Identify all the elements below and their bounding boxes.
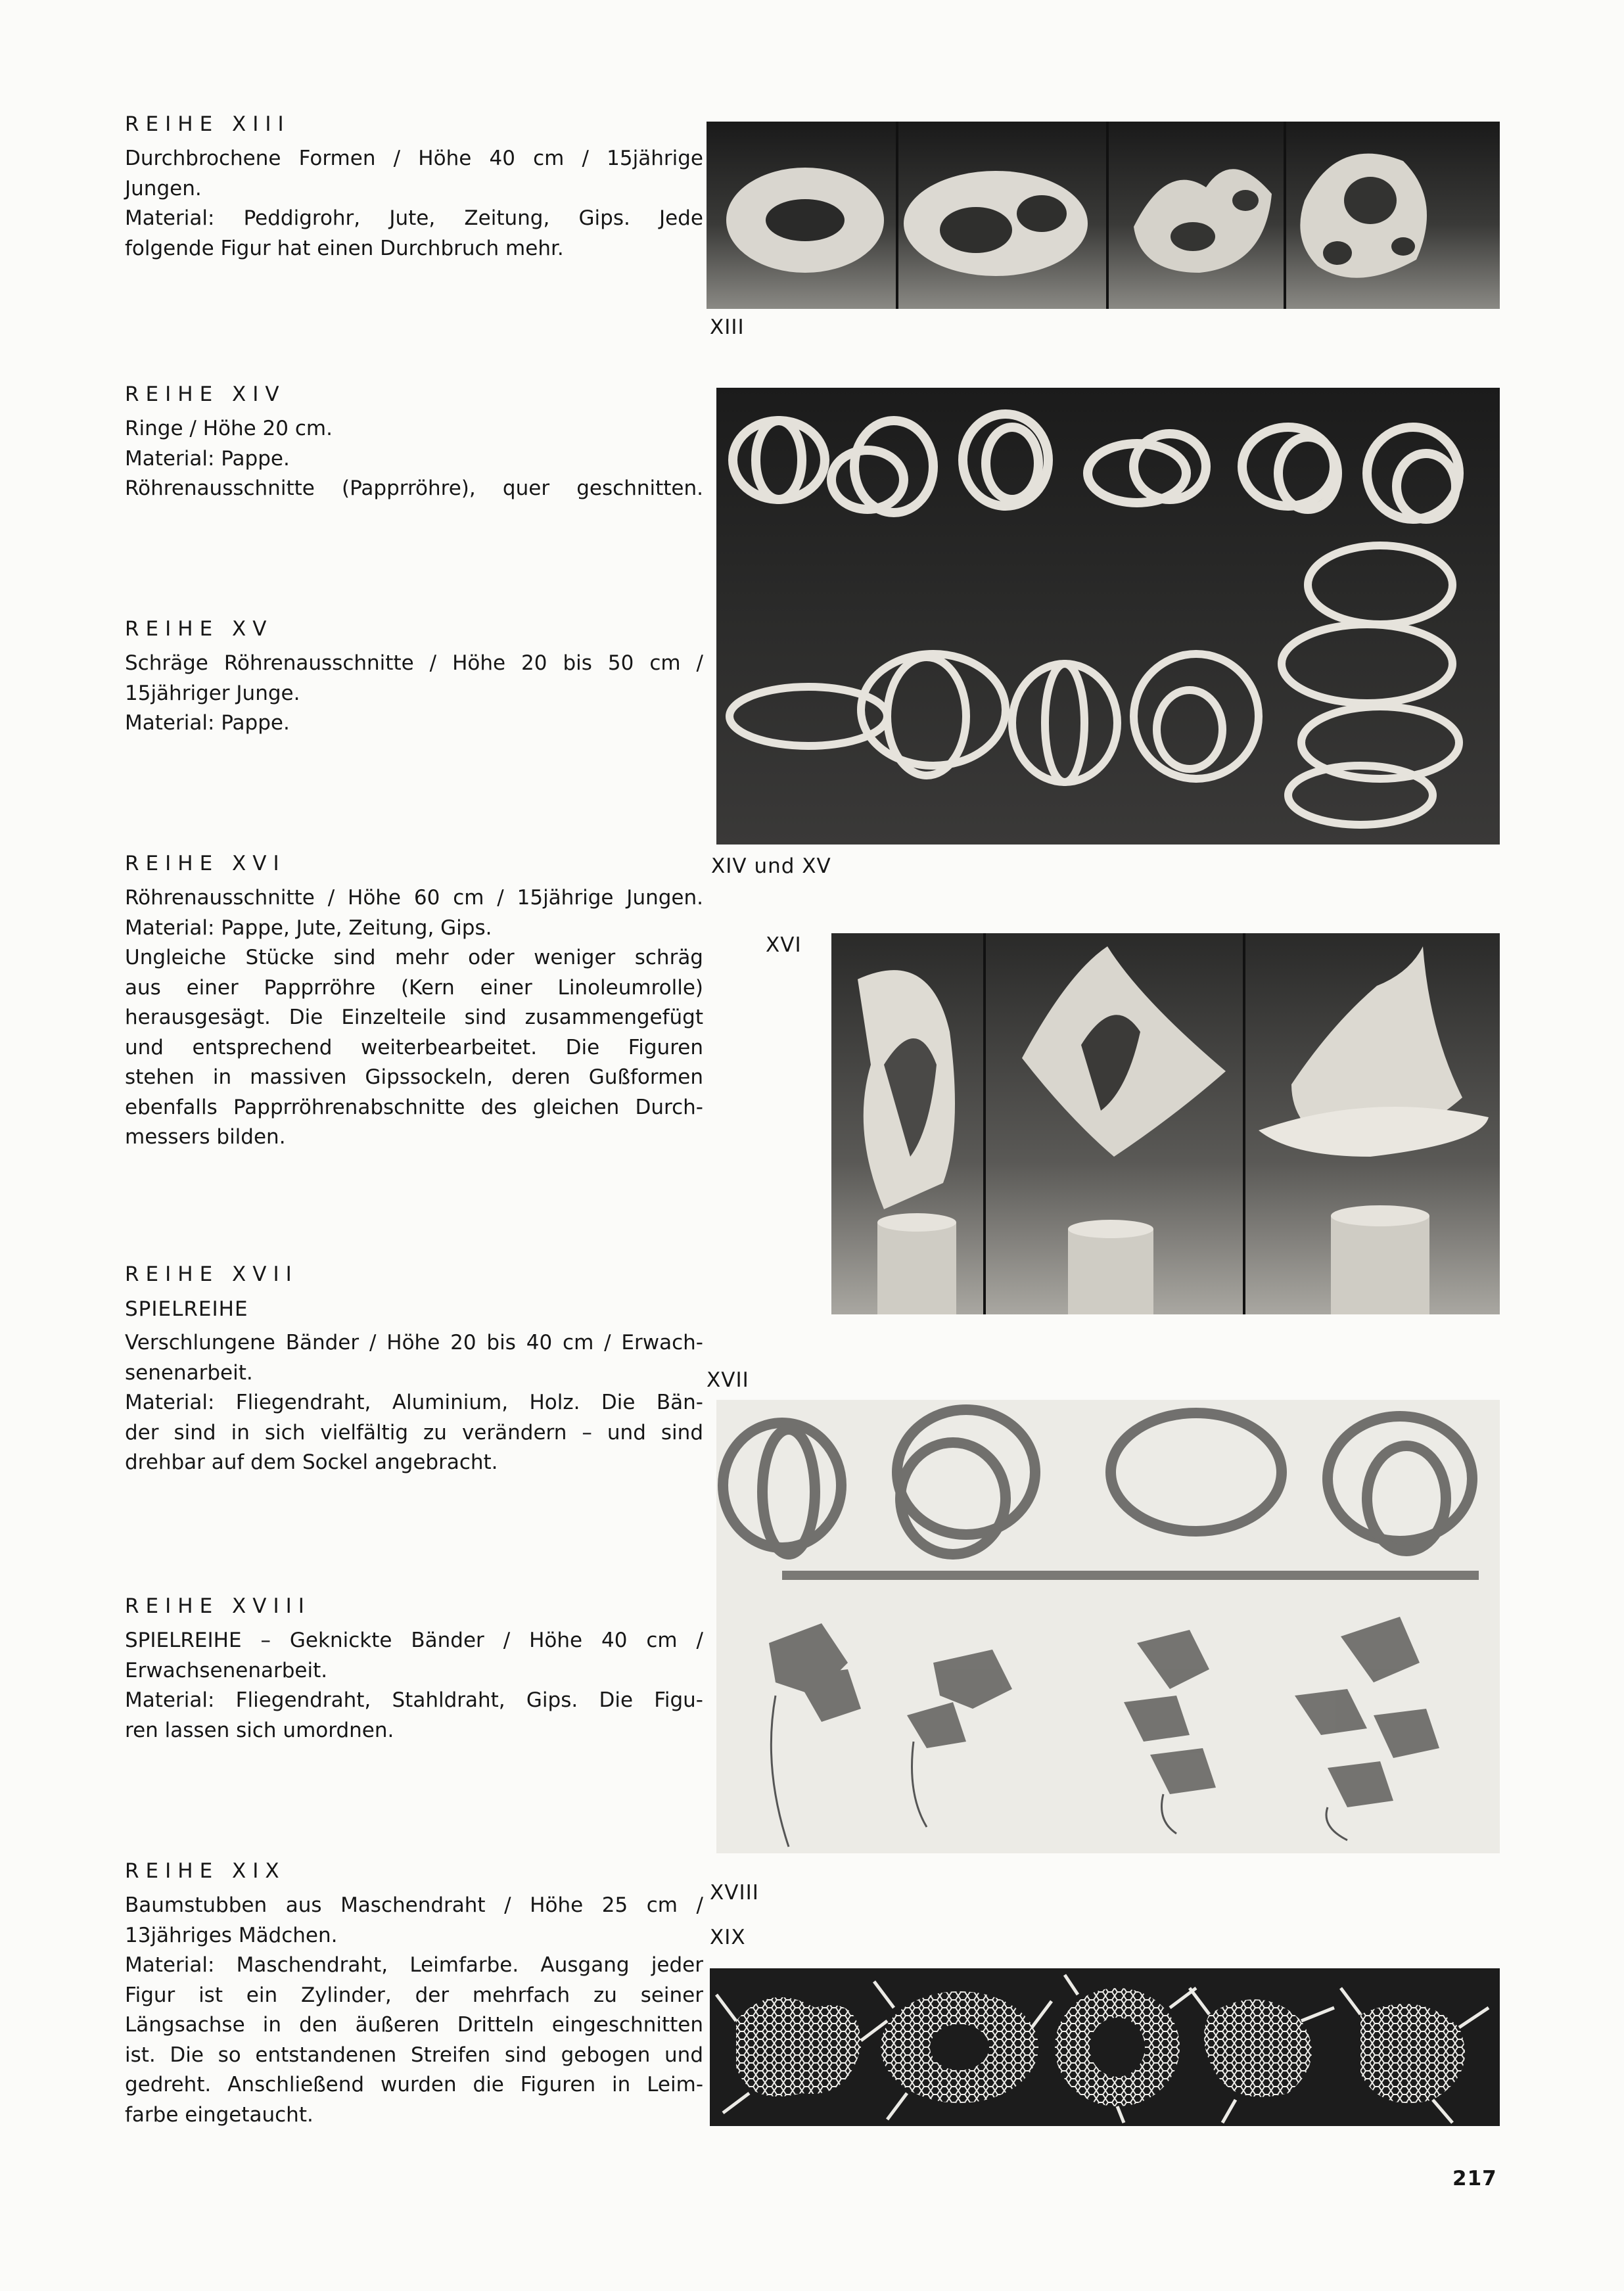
text-line: 13jähriges Mädchen. [125, 1923, 338, 1947]
text-line: herausgesägt. Die Einzelteile sind zusammengefügt [125, 1006, 703, 1029]
text-line: Baumstubben aus Maschendraht / Höhe 25 cm / [125, 1893, 703, 1917]
text-line: Ringe / Höhe 20 cm. [125, 417, 333, 440]
section-heading: REIHE XVII [125, 1262, 298, 1286]
section-heading: REIHE XIX [125, 1859, 286, 1883]
photo-reihe-xvi-graphic [831, 933, 1500, 1314]
photo-reihe-xix [710, 1968, 1500, 2126]
page-number: 217 [1452, 2167, 1497, 2190]
caption-xiv-und-xv: XIV und XV [711, 854, 831, 878]
caption-xvii: XVII [707, 1368, 749, 1392]
text-line: Material: Fliegendraht, Aluminium, Holz. Die Bän- [125, 1391, 703, 1414]
text-line: ren lassen sich umordnen. [125, 1718, 394, 1742]
text-line: senenarbeit. [125, 1360, 253, 1385]
text-line: Material: Pappe. [125, 446, 290, 471]
section-reihe-xvii [125, 1259, 703, 1478]
section-reihe-xiii [125, 108, 703, 264]
text-line: gedreht. Anschließend wurden die Figuren in Leim- [125, 2073, 703, 2096]
text-line: Material: Pappe, Jute, Zeitung, Gips. [125, 915, 492, 940]
text-line: farbe eingetaucht. [125, 2102, 313, 2127]
text-line: Material: Pappe. [125, 711, 290, 735]
text-line: ebenfalls Papprröhrenabschnitte des gleichen Durch- [125, 1095, 703, 1119]
caption-xvi: XVI [766, 933, 802, 957]
section-reihe-xix [125, 1855, 703, 2130]
text-line: Längsachse in den äußeren Dritteln eingeschnitten [125, 2013, 703, 2037]
text-line: und entsprechend weiterbearbeitet. Die Figuren [125, 1035, 703, 1059]
photo-reihe-xiv-xv-graphic [716, 388, 1500, 845]
section-heading: REIHE XIII [125, 112, 290, 136]
text-line: drehbar auf dem Sockel angebracht. [125, 1450, 498, 1474]
photo-reihe-xiv-xv [716, 388, 1500, 845]
text-line: 15jähriger Junge. [125, 681, 300, 705]
text-line: messers bilden. [125, 1125, 286, 1149]
photo-reihe-xiii-graphic [707, 122, 1500, 309]
photo-reihe-xix-graphic [710, 1968, 1500, 2126]
section-heading: REIHE XIV [125, 382, 286, 406]
text-line: Durchbrochene Formen / Höhe 40 cm / 15jährige [125, 147, 703, 170]
section-reihe-xv [125, 613, 703, 739]
text-line: Material: Fliegendraht, Stahldraht, Gips. Die Figu- [125, 1688, 703, 1712]
text-line: Jungen. [125, 176, 202, 200]
text-line: Material: Maschendraht, Leimfarbe. Ausgang jeder [125, 1953, 703, 1977]
text-line: Ungleiche Stücke sind mehr oder weniger schräg [125, 946, 703, 969]
caption-xviii: XVIII [710, 1881, 759, 1905]
text-line: SPIELREIHE – Geknickte Bänder / Höhe 40 cm / [125, 1629, 703, 1652]
photo-reihe-xvii-xviii-graphic [716, 1400, 1500, 1853]
photo-reihe-xiii [707, 122, 1500, 309]
text-line: Schräge Röhrenausschnitte / Höhe 20 bis 50 cm / [125, 651, 703, 675]
text-line: Material: Peddigrohr, Jute, Zeitung, Gips. Jede [125, 206, 703, 230]
text-line: Erwachsenenarbeit. [125, 1658, 328, 1682]
caption-xix: XIX [710, 1926, 746, 1949]
text-line: Verschlungene Bänder / Höhe 20 bis 40 cm / Erwach- [125, 1331, 703, 1354]
text-line: Röhrenausschnitte / Höhe 60 cm / 15jährige Jungen. [125, 886, 703, 910]
section-heading: REIHE XVIII [125, 1594, 311, 1618]
photo-reihe-xvi [831, 933, 1500, 1314]
section-heading: REIHE XV [125, 617, 273, 641]
section-reihe-xviii [125, 1590, 703, 1746]
text-line: folgende Figur hat einen Durchbruch mehr. [125, 236, 564, 260]
section-reihe-xiv [125, 379, 703, 504]
text-line: Röhrenausschnitte (Papprröhre), quer geschnitten. [125, 476, 703, 500]
text-line: aus einer Papprröhre (Kern einer Linoleumrolle) [125, 975, 703, 1000]
photo-reihe-xvii-xviii [716, 1400, 1500, 1853]
section-heading: REIHE XVI [125, 852, 286, 875]
text-line: Figur ist ein Zylinder, der mehrfach zu seiner [125, 1983, 703, 2007]
section-subheading: SPIELREIHE [125, 1297, 248, 1321]
text-line: der sind in sich vielfältig zu verändern – und sind [125, 1420, 703, 1445]
section-reihe-xvi [125, 848, 703, 1153]
caption-xiii: XIII [710, 315, 745, 339]
text-line: stehen in massiven Gipssockeln, deren Gußformen [125, 1065, 703, 1089]
text-line: ist. Die so entstandenen Streifen sind gebogen und [125, 2043, 703, 2067]
